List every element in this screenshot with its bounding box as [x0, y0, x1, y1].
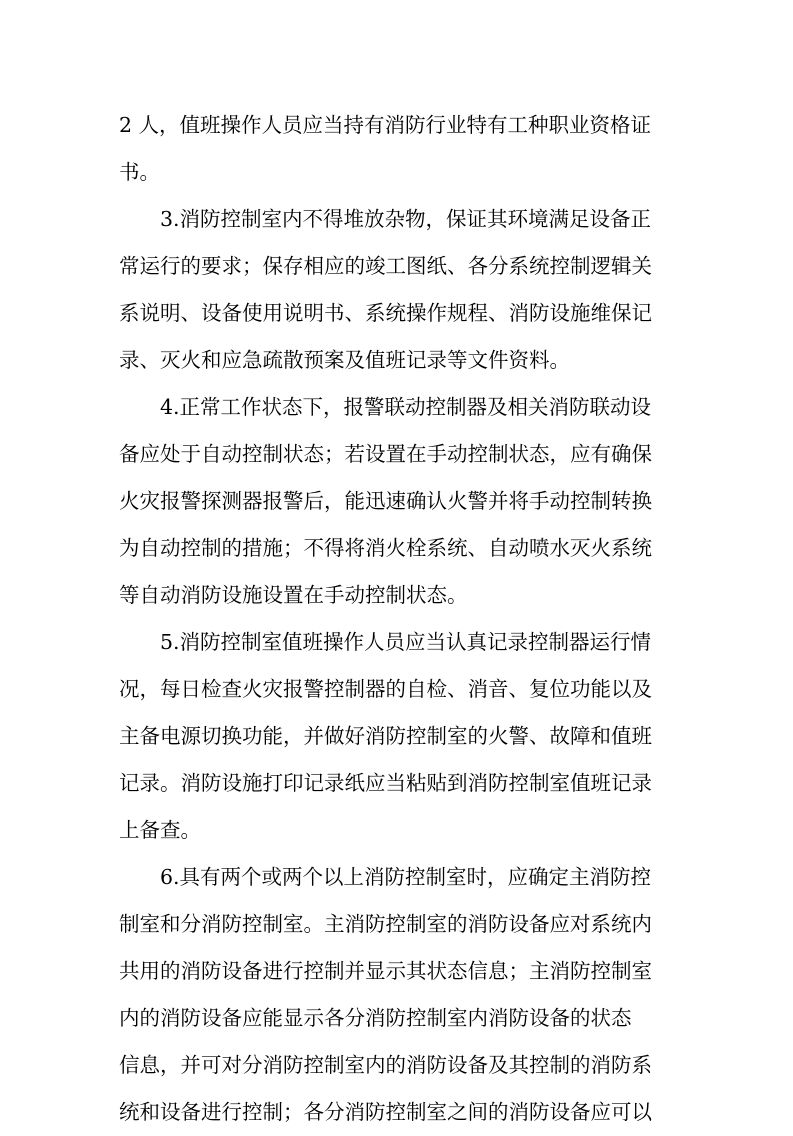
text-line: 4.正常工作状态下，报警联动控制器及相关消防联动设: [160, 395, 652, 419]
text-line: 况，每日检查火灾报警控制器的自检、消音、复位功能以及: [119, 677, 652, 701]
document-body: [119, 102, 679, 1136]
text-line: 书。: [119, 160, 160, 184]
text-line: 制室和分消防控制室。主消防控制室的消防设备应对系统内: [119, 912, 652, 936]
paragraph-continuation: [119, 102, 679, 196]
text-line: 内的消防设备应能显示各分消防控制室内消防设备的状态: [119, 1006, 632, 1030]
text-line: 信息，并可对分消防控制室内的消防设备及其控制的消防系: [119, 1053, 652, 1077]
text-line: 系说明、设备使用说明书、系统操作规程、消防设施维保记: [119, 301, 652, 325]
text-line: 等自动消防设施设置在手动控制状态。: [119, 583, 468, 607]
paragraph-item-3: [119, 196, 679, 384]
text-line: 记录。消防设施打印记录纸应当粘贴到消防控制室值班记录: [119, 771, 652, 795]
text-line: 共用的消防设备进行控制并显示其状态信息；主消防控制室: [119, 959, 652, 983]
text-line: 备应处于自动控制状态；若设置在手动控制状态，应有确保: [119, 442, 652, 466]
text-line: 主备电源切换功能，并做好消防控制室的火警、故障和值班: [119, 724, 652, 748]
text-line: 6.具有两个或两个以上消防控制室时，应确定主消防控: [160, 865, 652, 889]
text-line: 为自动控制的措施；不得将消火栓系统、自动喷水灭火系统: [119, 536, 652, 560]
text-line: 5.消防控制室值班操作人员应当认真记录控制器运行情: [160, 630, 652, 654]
text-line: 火灾报警探测器报警后，能迅速确认火警并将手动控制转换: [119, 489, 652, 513]
paragraph-item-4: [119, 384, 679, 619]
paragraph-item-5: [119, 619, 679, 854]
text-line: 3.消防控制室内不得堆放杂物，保证其环境满足设备正: [160, 207, 652, 231]
text-line: 常运行的要求；保存相应的竣工图纸、各分系统控制逻辑关: [119, 254, 652, 278]
paragraph-item-6: [119, 854, 679, 1136]
text-line: 统和设备进行控制；各分消防控制室之间的消防设备应可以: [119, 1100, 652, 1124]
text-line: 2 人，值班操作人员应当持有消防行业特有工种职业资格证: [119, 113, 652, 137]
text-line: 录、灭火和应急疏散预案及值班记录等文件资料。: [119, 348, 570, 372]
text-line: 上备查。: [119, 818, 201, 842]
